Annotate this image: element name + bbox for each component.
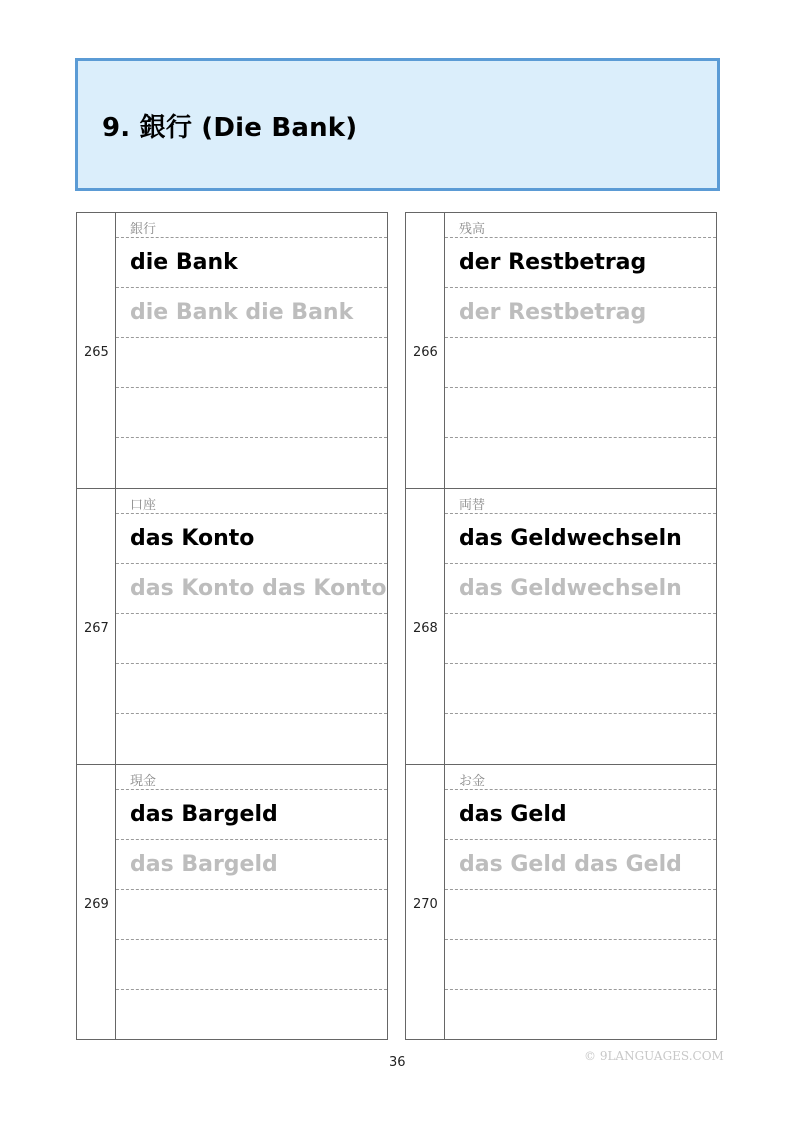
writing-line: [116, 388, 387, 438]
hint-text: お金: [459, 774, 486, 789]
hint-text: 銀行: [130, 222, 157, 237]
vocab-word: der Restbetrag: [459, 250, 647, 275]
vocab-number: 265: [84, 345, 109, 360]
writing-line: [116, 338, 387, 388]
writing-line: [116, 990, 387, 1041]
trace-text: der Restbetrag: [459, 300, 647, 325]
trace-text: das Konto das Konto: [130, 576, 387, 601]
trace-text: die Bank die Bank: [130, 300, 354, 325]
hint-text: 残高: [459, 222, 486, 237]
writing-line: [445, 714, 716, 765]
writing-line: [445, 940, 716, 990]
vocab-word: das Bargeld: [130, 802, 278, 827]
vocab-number: 268: [413, 621, 438, 636]
number-column: [406, 489, 445, 764]
writing-line: [445, 614, 716, 664]
writing-line: [445, 338, 716, 388]
vocab-card-267: [76, 488, 388, 764]
writing-line: [116, 438, 387, 489]
vocab-word: das Geldwechseln: [459, 526, 682, 551]
number-column: [77, 489, 116, 764]
vocab-number: 267: [84, 621, 109, 636]
number-column: [77, 213, 116, 488]
vocab-card-266: [405, 212, 717, 488]
number-column: [406, 765, 445, 1039]
trace-text: das Geld das Geld: [459, 852, 682, 877]
vocab-word: die Bank: [130, 250, 238, 275]
writing-line: [445, 388, 716, 438]
writing-line: [445, 990, 716, 1041]
vocab-word: das Geld: [459, 802, 567, 827]
hint-text: 口座: [130, 498, 157, 513]
writing-line: [116, 890, 387, 940]
writing-line: [116, 940, 387, 990]
vocab-card-269: [76, 764, 388, 1040]
hint-text: 現金: [130, 774, 157, 789]
writing-line: [445, 890, 716, 940]
chapter-title: 9. 銀行 (Die Bank): [102, 113, 358, 143]
vocab-number: 266: [413, 345, 438, 360]
vocab-number: 269: [84, 897, 109, 912]
writing-line: [116, 614, 387, 664]
vocab-number: 270: [413, 897, 438, 912]
vocab-card-270: [405, 764, 717, 1040]
writing-line: [445, 438, 716, 489]
number-column: [77, 765, 116, 1039]
page-number: 36: [389, 1055, 406, 1070]
copyright-notice: © 9LANGUAGES.COM: [584, 1049, 724, 1063]
hint-text: 両替: [459, 498, 486, 513]
vocab-card-265: [76, 212, 388, 488]
trace-text: das Bargeld: [130, 852, 278, 877]
vocab-card-268: [405, 488, 717, 764]
vocab-word: das Konto: [130, 526, 255, 551]
writing-line: [116, 714, 387, 765]
writing-line: [116, 664, 387, 714]
writing-line: [445, 664, 716, 714]
number-column: [406, 213, 445, 488]
chapter-title-box: [75, 58, 720, 191]
trace-text: das Geldwechseln: [459, 576, 682, 601]
